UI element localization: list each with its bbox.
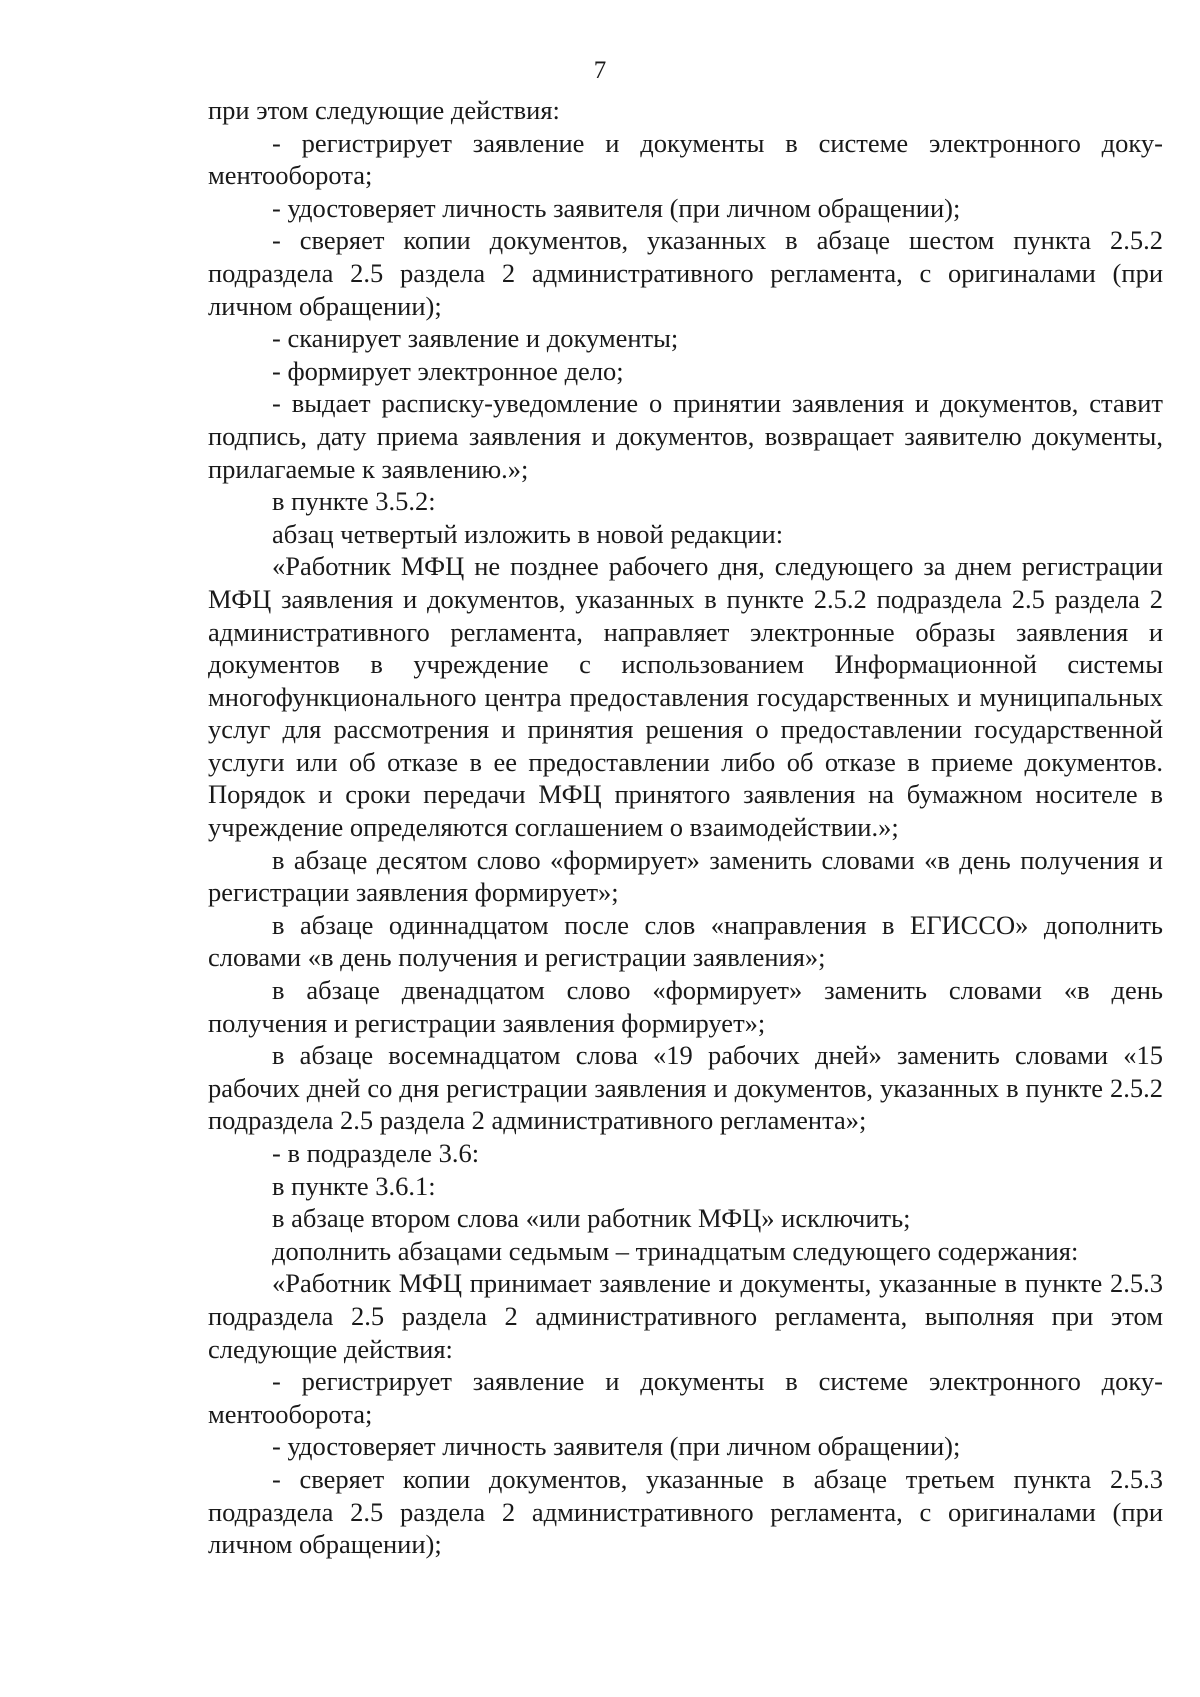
- paragraph-twelfth-abzac: в абзаце двенадцатом слово «формирует» заменить словами «в день получения и регистрации заявления формирует»;: [208, 975, 1163, 1038]
- paragraph-add-abzacs: дополнить абзацами седьмым – тринадцатым следующего содержания:: [272, 1235, 1079, 1266]
- document-body: [208, 94, 1163, 1561]
- paragraph-subsection-3-6: - в подразделе 3.6:: [272, 1138, 480, 1168]
- paragraph-new-edition: абзац четвертый изложить в новой редакции:: [272, 518, 784, 549]
- paragraph-tenth-abzac: в абзаце десятом слово «формирует» заменить словами «в день получения и регистрации заявления формирует»;: [208, 844, 1163, 908]
- list-item-verify-identity: - удостоверяет личность заявителя (при личном обращении);: [272, 192, 961, 223]
- paragraph-clause-3-6-1: в пункте 3.6.1:: [272, 1170, 436, 1201]
- list-item-scan-documents: - сканирует заявление и документы;: [272, 323, 679, 354]
- list-item-issue-receipt: - выдает расписку-уведомление о принятии заявления и документов, ставит подпись, дату приема заявления и документов, возвращает заявителю документы, прилагаемые к заявлению.»;: [208, 388, 1163, 484]
- paragraph-mfc-worker-deadline: «Работник МФЦ не позднее рабочего дня, следующего за днем регистрации МФЦ заявления и документов, указанных в пункте 2.5.2 подраздела 2.5 раздела 2 административного регламента, направляет электронные образы заявления и документов в учреждение с использованием Информационной системы многофункционального центра предоставления государственных и муниципальных услуг для рассмотрения и принятия решения о предоставлении государственной услуги или об отказе в ее предоставлении либо об отказе в приеме документов. Порядок и сроки передачи МФЦ принятого заявления на бумажном носителе в учреждение определяются соглашением о взаимодействии.»;: [208, 551, 1163, 843]
- list-item-register-documents: - регистрирует заявление и документы в системе электронного документооборота;: [208, 127, 1163, 191]
- paragraph-eighteenth-abzac: в абзаце восемнадцатом слова «19 рабочих дней» заменить словами «15 рабочих дней со дня регистрации заявления и документов, указанных в пункте 2.5.2 подраздела 2.5 раздела 2 административного регламента»;: [208, 1040, 1163, 1136]
- paragraph-clause-3-5-2: в пункте 3.5.2:: [272, 486, 436, 517]
- list-item-verify-identity-2: - удостоверяет личность заявителя (при личном обращении);: [272, 1431, 961, 1462]
- paragraph-continuation: при этом следующие действия:: [208, 95, 560, 125]
- list-item-form-electronic-file: - формирует электронное дело;: [272, 355, 624, 386]
- paragraph-second-abzac: в абзаце втором слова «или работник МФЦ» исключить;: [272, 1203, 911, 1234]
- list-item-check-copies: - сверяет копии документов, указанных в абзаце шестом пункта 2.5.2 подраздела 2.5 раздела 2 административного регламента, с оригиналами (при личном обращении);: [208, 225, 1163, 321]
- paragraph-mfc-worker-accepts: «Работник МФЦ принимает заявление и документы, указанные в пункте 2.5.3 подраздела 2.5 раздела 2 административного регламента, выполняя при этом следующие действия:: [208, 1268, 1163, 1364]
- list-item-register-documents-2: - регистрирует заявление и документы в системе электронного документооборота;: [208, 1366, 1163, 1429]
- page-number: 7: [593, 57, 607, 84]
- list-item-check-copies-2: - сверяет копии документов, указанные в абзаце третьем пункта 2.5.3 подраздела 2.5 раздела 2 административного регламента, с оригиналами (при личном обращении);: [208, 1463, 1163, 1560]
- paragraph-eleventh-abzac: в абзаце одиннадцатом после слов «направления в ЕГИССО» дополнить словами «в день получения и регистрации заявления»;: [208, 909, 1163, 973]
